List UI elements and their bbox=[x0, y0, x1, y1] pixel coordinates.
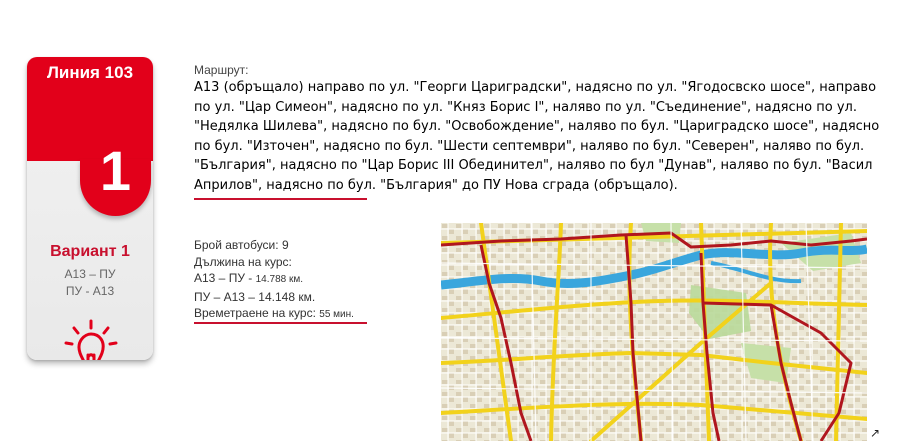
buses-label: Брой автобуси: bbox=[194, 238, 279, 252]
line-title: Линия 103 bbox=[46, 63, 134, 82]
divider-line-2 bbox=[194, 322, 367, 324]
length-label: Дължина на курс: bbox=[194, 254, 292, 269]
route-card bbox=[27, 57, 153, 360]
city-map-image bbox=[441, 223, 867, 441]
length-forward-label: А13 – ПУ - bbox=[194, 271, 253, 285]
buses-value: 9 bbox=[281, 238, 289, 252]
expand-icon[interactable]: ↗ bbox=[870, 426, 881, 440]
direction-return: ПУ - А13 bbox=[65, 284, 115, 298]
route-map bbox=[441, 223, 867, 441]
variant-number: 1 bbox=[99, 139, 132, 202]
route-info bbox=[194, 237, 354, 324]
direction-forward: А13 – ПУ bbox=[64, 267, 116, 281]
length-return-label: ПУ – А13 – bbox=[194, 289, 255, 304]
length-forward-value: 14.788 км. bbox=[255, 274, 304, 285]
variant-title: Вариант 1 bbox=[50, 243, 130, 260]
length-return-value: 14.148 км. bbox=[258, 289, 316, 304]
route-description: А13 (обръщало) направо по ул. "Георги Цариградски", надясно по ул. "Ягодосвско шосе", направо по ул. "Цар Симеон", надясно по ул. "Княз Борис I", наляво по ул. "Съединение", надясно по ул. "Недялка Шилева", надясно по бул. "Освобождение", наляво по бул. "Цариградско шосе", надясно по бул. "Източен", надясно по бул. "Шести септември", наляво по бул. "Северен", наляво по бул. "България", надясно по "Цар Борис III Обединител", наляво по бул "Дунав", наляво по бул. "Васил Априлов", надясно по бул. "България" до ПУ Нова сграда (обръщало). bbox=[194, 80, 880, 193]
lightbulb-icon bbox=[63, 319, 119, 360]
duration-value: 55 мин. bbox=[319, 309, 354, 320]
divider-line bbox=[194, 198, 367, 200]
route-label: Маршрут: bbox=[194, 63, 249, 77]
duration-label: Времетраене на курс: bbox=[194, 306, 316, 320]
